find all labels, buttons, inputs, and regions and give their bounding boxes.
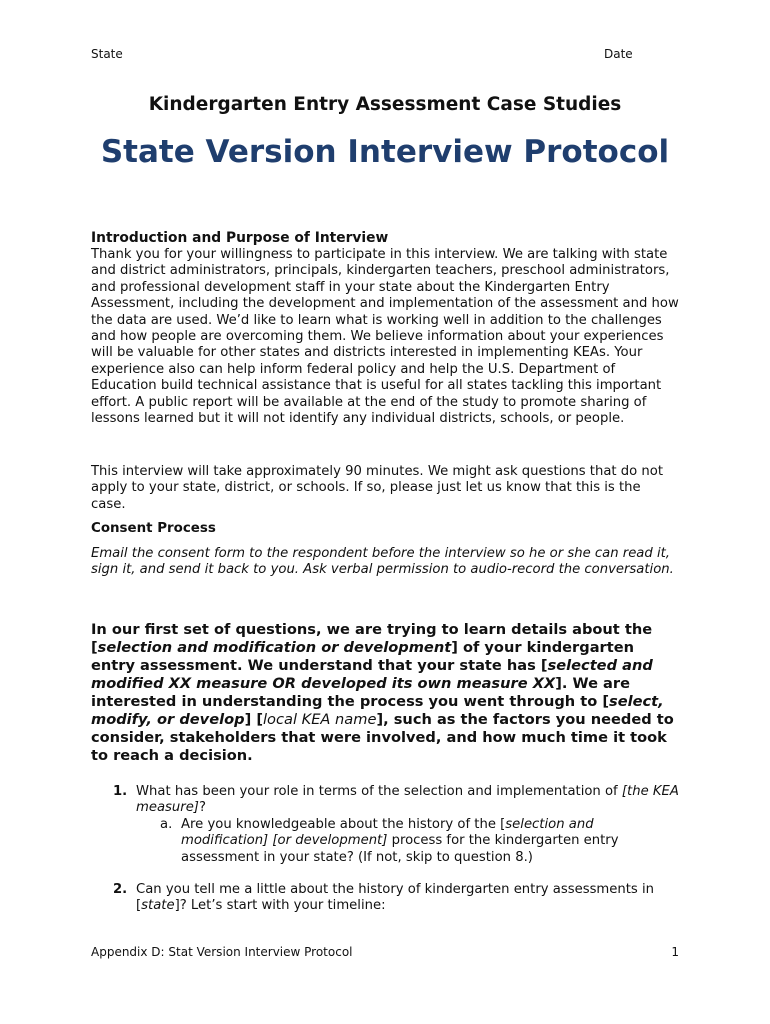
question-1-text-a: What has been your role in terms of the selection and implementation of xyxy=(136,784,622,799)
section-intro-placeholder-2: selected and modified XX measure OR developed its own measure XX xyxy=(91,657,653,692)
intro-paragraph-2: This interview will take approximately 90 minutes. We might ask questions that do not apply to your state, district, or schools. If so, please just let us know that this is the case. xyxy=(91,464,664,512)
consent-instructions: Email the consent form to the respondent before the interview so he or she can read it, sign it, and send it back to you. Ask verbal permission to audio-record the conversation. xyxy=(91,546,674,578)
question-1a xyxy=(160,817,660,866)
section-intro-placeholder-1: selection and modification or development xyxy=(97,639,452,656)
section-intro-placeholder-4: local KEA name xyxy=(263,711,377,728)
question-1-text-c: ? xyxy=(198,800,206,816)
question-1a-letter: a. xyxy=(160,817,173,832)
consent-heading: Consent Process xyxy=(91,521,216,536)
question-2-text-1: Can you tell me a little about the history of kindergarten entry assessments in [ xyxy=(136,882,655,914)
header-state-label: State xyxy=(91,47,123,61)
question-1-text xyxy=(136,784,683,817)
question-2-text-2: ]? Let’s start with your timeline: xyxy=(174,898,386,914)
question-2-number: 2. xyxy=(113,882,128,897)
section-intro-text-1: In our first set of questions, we are trying to learn details about the [ xyxy=(91,621,653,656)
question-1a-text xyxy=(181,817,660,866)
section-intro-text-3: ]. We are interested in understanding the process you went through to [ xyxy=(91,675,630,710)
section-intro-text-2: ] of your kindergarten entry assessment. We understand that your state has [ xyxy=(91,639,635,674)
page-number: 1 xyxy=(671,945,679,959)
footer-title: Appendix D: Stat Version Interview Protocol xyxy=(91,945,353,959)
question-1a-text-1: Are you knowledgeable about the history of the [ xyxy=(181,817,506,832)
header-date-label: Date xyxy=(604,47,633,61)
section-intro-paragraph xyxy=(91,621,683,765)
section-intro-text-4: ] [ xyxy=(244,711,263,728)
question-2-text xyxy=(136,882,683,915)
section-intro-placeholder-3: select, modify, or develop xyxy=(91,693,664,728)
intro-paragraph-1: Thank you for your willingness to participate in this interview. We are talking with state and district administrators, principals, kindergarten teachers, preschool administrators, and professional development staff in your state about the Kindergarten Entry Assessment, including the development and implementation of the assessment and how the data are used. We’d like to learn what is working well in addition to the challenges and how people are overcoming them. We believe information about your experiences will be valuable for other states and districts interested in implementing KEAs. Your experience also can help inform federal policy and help the U.S. Department of Education build technical assistance that is useful for all states tackling this important effort. A public report will be available at the end of the study to promote sharing of lessons learned but it will not identify any individual districts, schools, or people. xyxy=(91,247,679,427)
question-1-placeholder: [the KEA measure] xyxy=(136,784,679,816)
page-footer xyxy=(91,945,679,959)
question-2 xyxy=(113,882,683,915)
question-1-number: 1. xyxy=(113,784,128,799)
question-1a-text-2: process for the kindergarten entry assessment in your state? (If not, skip to question 8.) xyxy=(181,833,619,865)
section-intro-text-5: ], such as the factors you needed to consider, stakeholders that were involved, and how much time it took to reach a decision. xyxy=(91,711,674,764)
question-1 xyxy=(113,784,683,817)
question-1a-placeholder: selection and modification] [or development] xyxy=(181,817,594,849)
intro-heading: Introduction and Purpose of Interview xyxy=(91,230,389,246)
page-title: State Version Interview Protocol xyxy=(100,134,670,170)
document-title: Kindergarten Entry Assessment Case Studies xyxy=(148,94,622,115)
question-2-placeholder: state xyxy=(141,898,175,914)
